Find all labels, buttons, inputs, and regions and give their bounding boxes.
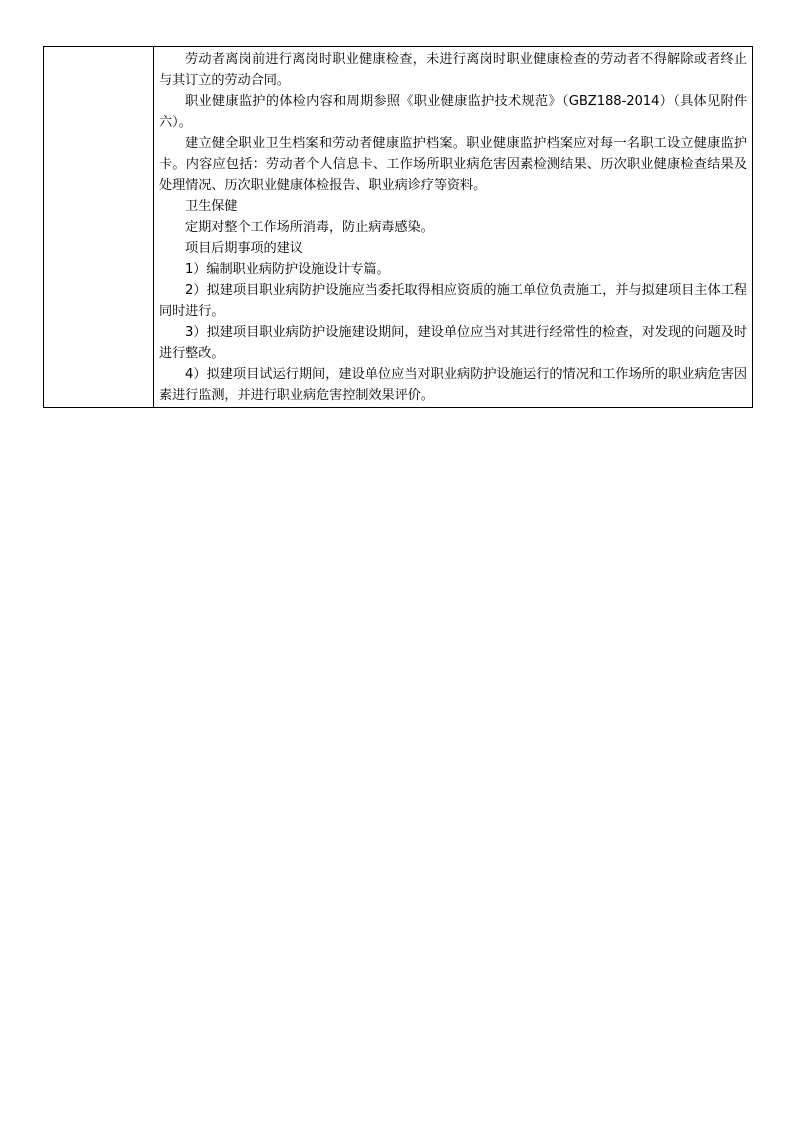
document-table: [43, 46, 753, 408]
list-item: 4）拟建项目试运行期间，建设单位应当对职业病防护设施运行的情况和工作场所的职业病危害因素进行监测，并进行职业病危害控制效果评价。: [159, 367, 747, 403]
content-cell: [154, 47, 753, 408]
left-cell: [44, 47, 154, 408]
table-row: [44, 47, 753, 408]
paragraph-health-records: 建立健全职业卫生档案和劳动者健康监护档案。职业健康监护档案应对每一名职工设立健康监护卡。内容应包括：劳动者个人信息卡、工作场所职业病危害因素检测结果、历次职业健康检查结果及处理情况、历次职业健康体检报告、职业病诊疗等资料。: [159, 136, 747, 193]
paragraph-disinfection: 定期对整个工作场所消毒，防止病毒感染。: [185, 220, 434, 235]
paragraph-exit-exam: 劳动者离岗前进行离岗时职业健康检查，未进行离岗时职业健康检查的劳动者不得解除或者终止与其订立的劳动合同。: [159, 52, 747, 88]
list-item: 3）拟建项目职业病防护设施建设期间，建设单位应当对其进行经常性的检查，对发现的问题及时进行整改。: [159, 325, 747, 361]
paragraph-exam-standard: 职业健康监护的体检内容和周期参照《职业健康监护技术规范》（GBZ188-2014）（具体见附件六）。: [159, 94, 747, 130]
content-body: [154, 47, 752, 407]
heading-later-recommendations: 项目后期事项的建议: [185, 241, 303, 256]
list-item: 2）拟建项目职业病防护设施应当委托取得相应资质的施工单位负责施工，并与拟建项目主体工程同时进行。: [159, 283, 747, 319]
heading-health-care: 卫生保健: [185, 199, 238, 214]
list-item: 1）编制职业病防护设施设计专篇。: [185, 262, 390, 277]
